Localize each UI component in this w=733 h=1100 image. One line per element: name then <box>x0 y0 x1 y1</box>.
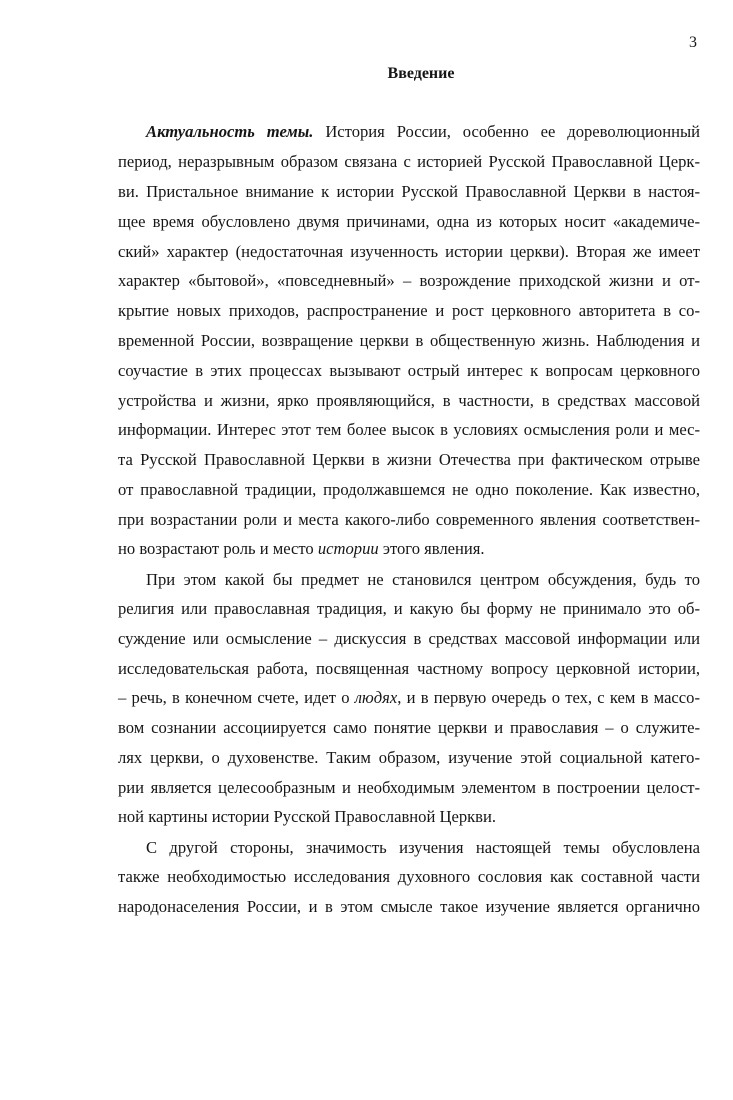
paragraph-1-line-3: ви. Пристальное внимание к истории Русской Православной Церкви в настоя- <box>118 182 700 201</box>
paragraph-text: этого явления. <box>378 539 485 558</box>
paragraph-text: – речь, в конечном счете, идет о <box>118 688 355 707</box>
paragraph-1-line-8: временной России, возвращение церкви в общественную жизнь. Наблюдения и <box>118 331 700 350</box>
paragraph-text: , и в первую очередь о тех, с кем в массо- <box>397 688 700 707</box>
paragraph-1-line-1 <box>146 121 700 143</box>
section-heading: Введение <box>387 65 455 82</box>
paragraph-2-line-3: суждение или осмысление – дискуссия в средствах массовой информации или <box>118 629 700 648</box>
paragraph-2-line-8: рии является целесообразным и необходимым элементом в построении целост- <box>118 778 700 797</box>
paragraph-1-line-6: характер «бытовой», «повседневный» – возрождение приходской жизни и от- <box>118 271 700 290</box>
paragraph-1-line-4: щее время обусловлено двумя причинами, одна из которых носит «академиче- <box>118 212 700 231</box>
paragraph-1-line-13: от православной традиции, продолжавшемся не одно поколение. Как известно, <box>118 480 700 499</box>
paragraph-1-line-5: ский» характер (недостаточная изученность истории церкви). Вторая же имеет <box>118 242 700 261</box>
paragraph-text: История России, особенно ее дореволюционный <box>313 122 700 141</box>
paragraph-text: но возрастают роль и место <box>118 539 318 558</box>
paragraph-2-line-2: религия или православная традиция, и какую бы форму не принимало это об- <box>118 599 700 618</box>
paragraph-lead: Актуальность темы. <box>146 122 314 141</box>
emphasis: людях <box>354 688 398 707</box>
paragraph-1-line-2: период, неразрывным образом связана с историей Русской Православной Церк- <box>118 152 700 171</box>
paragraph-1-line-7: крытие новых приходов, распространение и рост церковного авторитета в со- <box>118 301 700 320</box>
paragraph-2-line-5 <box>118 687 700 709</box>
paragraph-3-line-1: С другой стороны, значимость изучения настоящей темы обусловлена <box>146 838 700 857</box>
paragraph-2-line-7: лях церкви, о духовенстве. Таким образом, изучение этой социальной катего- <box>118 748 700 767</box>
emphasis: истории <box>317 539 379 558</box>
paragraph-3-line-2: также необходимостью исследования духовного сословия как составной части <box>118 867 700 886</box>
paragraph-2-line-6: вом сознании ассоциируется само понятие церкви и православия – о служите- <box>118 718 700 737</box>
paragraph-1-line-12: та Русской Православной Церкви в жизни Отечества при фактическом отрыве <box>118 450 700 469</box>
paragraph-2-line-9: ной картины истории Русской Православной Церкви. <box>118 807 497 826</box>
paragraph-1-line-10: устройства и жизни, ярко проявляющийся, в частности, в средствах массовой <box>118 391 700 410</box>
paragraph-1-line-11: информации. Интерес этот тем более высок в условиях осмысления роли и мес- <box>118 420 700 439</box>
paragraph-1-line-9: соучастие в этих процессах вызывают острый интерес к вопросам церковного <box>118 361 700 380</box>
paragraph-1-line-15 <box>118 538 700 560</box>
paragraph-2-line-4: исследовательская работа, посвященная частному вопросу церковной истории, <box>118 659 700 678</box>
page-number: 3 <box>689 34 697 51</box>
paragraph-2-line-1: При этом какой бы предмет не становился центром обсуждения, будь то <box>146 570 700 589</box>
paragraph-1-line-14: при возрастании роли и места какого-либо современного явления соответствен- <box>118 510 700 529</box>
paragraph-3-line-3: народонаселения России, и в этом смысле такое изучение является органично <box>118 897 700 916</box>
